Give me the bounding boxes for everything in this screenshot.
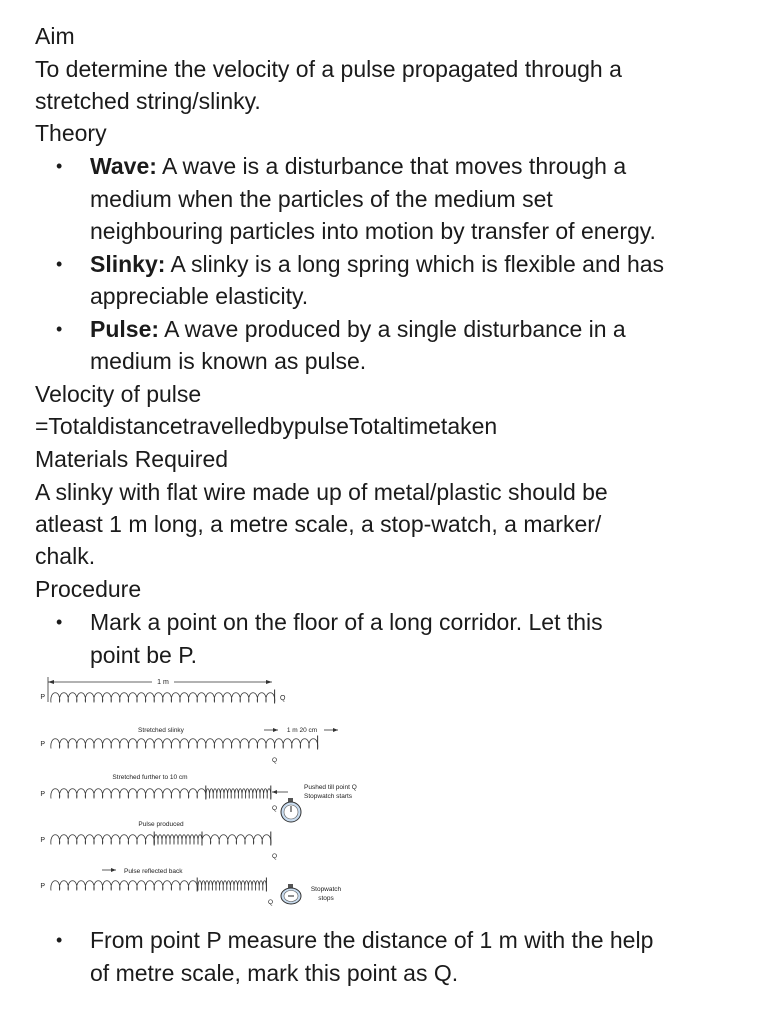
- theory-wave-line1: [90, 150, 626, 182]
- materials-heading: Materials Required: [35, 446, 229, 472]
- slinky-row1: [51, 690, 275, 704]
- procedure-heading: Procedure: [35, 576, 142, 602]
- dim-1m20: 1 m 20 cm: [286, 727, 318, 734]
- label-p-row3: P: [40, 791, 45, 798]
- theory-pulse-line2: medium is known as pulse.: [90, 348, 367, 374]
- stopwatch-icon-start: [281, 798, 301, 822]
- slinky-coil-path: [202, 835, 271, 845]
- slinky-coil-path: [51, 739, 318, 749]
- label-p-row1: P: [40, 694, 45, 701]
- materials-line2: atleast 1 m long, a metre scale, a stop-watch, a marker/: [35, 511, 602, 537]
- arrowhead-1m20-left: [273, 728, 278, 732]
- procedure-step2-line1: From point P measure the distance of 1 m with the help: [90, 927, 654, 953]
- term-wave: Wave:: [90, 153, 157, 179]
- bullet-step2: •: [56, 930, 63, 950]
- caption-stretched: Stretched slinky: [138, 727, 184, 734]
- label-q-row2: Q: [272, 757, 278, 764]
- reflect-arrowhead: [111, 868, 116, 872]
- materials-line3: chalk.: [35, 543, 96, 569]
- dimension-arrow-left: [48, 680, 54, 684]
- dimension-arrow-right: [266, 680, 272, 684]
- slinky-row4-left: [51, 832, 155, 846]
- theory-pulse-line1: [90, 313, 626, 345]
- label-q-row4: Q: [272, 853, 278, 860]
- push-arrowhead: [272, 790, 277, 794]
- stopwatch-icon-stop: [281, 884, 301, 904]
- slinky-coil-path: [51, 835, 155, 845]
- velocity-formula: =TotaldistancetravelledbypulseTotaltimetaken: [35, 413, 498, 439]
- note-stops-1: Stopwatch: [310, 886, 342, 893]
- theory-wave-line2: medium when the particles of the medium set: [90, 186, 553, 212]
- term-pulse: Pulse:: [90, 316, 160, 342]
- arrowhead-1m20-right: [333, 728, 338, 732]
- aim-text-line2: stretched string/slinky.: [35, 88, 261, 114]
- slinky-row4-right: [202, 832, 271, 846]
- bullet-slinky: •: [56, 254, 63, 274]
- procedure-step1-line1: Mark a point on the floor of a long corridor. Let this: [90, 609, 603, 635]
- slinky-coil-path: [154, 835, 202, 845]
- bullet-pulse: •: [56, 319, 63, 339]
- pulse-definition: A wave produced by a single disturbance in a: [159, 316, 626, 342]
- slinky-row3-loose: [51, 786, 206, 800]
- slinky-coil-path: [206, 789, 271, 799]
- procedure-step1-line2: point be P.: [90, 642, 198, 668]
- slinky-row3-compressed: [206, 786, 271, 800]
- note-pushed-1: Pushed till point Q: [304, 784, 357, 791]
- slinky-coil-path: [51, 693, 275, 703]
- note-pushed-2: Stopwatch starts: [304, 793, 353, 800]
- slinky-coil-path: [198, 881, 267, 891]
- theory-heading: Theory: [35, 120, 107, 146]
- label-q-row5: Q: [268, 899, 274, 906]
- aim-text-line1: To determine the velocity of a pulse propagated through a: [35, 56, 622, 82]
- materials-line1: A slinky with flat wire made up of metal/plastic should be: [35, 479, 608, 505]
- theory-slinky-line1: [90, 248, 664, 280]
- velocity-label: Velocity of pulse: [35, 381, 202, 407]
- slinky-row5-loose: [51, 878, 198, 892]
- slinky-coil-path: [51, 789, 206, 799]
- label-q-row3: Q: [272, 805, 278, 812]
- slinky-row4-pulse: [154, 832, 202, 846]
- slinky-figure: [36, 672, 382, 912]
- term-slinky: Slinky:: [90, 251, 166, 277]
- label-q-row1: Q: [280, 695, 286, 702]
- aim-heading: Aim: [35, 23, 75, 49]
- bullet-step1: •: [56, 612, 63, 632]
- wave-definition: A wave is a disturbance that moves through a: [156, 153, 627, 179]
- dim-label-1m: 1 m: [157, 679, 169, 686]
- bullet-wave: •: [56, 156, 63, 176]
- slinky-definition: A slinky is a long spring which is flexible and has: [165, 251, 665, 277]
- label-p-row5: P: [40, 883, 45, 890]
- slinky-row2: [51, 736, 318, 750]
- note-stops-2: stops: [318, 895, 334, 902]
- label-p-row4: P: [40, 837, 45, 844]
- procedure-step2-line2: of metre scale, mark this point as Q.: [90, 960, 459, 986]
- caption-reflected: Pulse reflected back: [124, 868, 183, 875]
- caption-pulse: Pulse produced: [138, 821, 184, 828]
- theory-wave-line3: neighbouring particles into motion by transfer of energy.: [90, 218, 656, 244]
- caption-further: Stretched further to 10 cm: [112, 774, 188, 781]
- slinky-coil-path: [51, 881, 198, 891]
- theory-slinky-line2: appreciable elasticity.: [90, 283, 309, 309]
- slinky-row5-compressed: [198, 878, 267, 892]
- label-p-row2: P: [40, 741, 45, 748]
